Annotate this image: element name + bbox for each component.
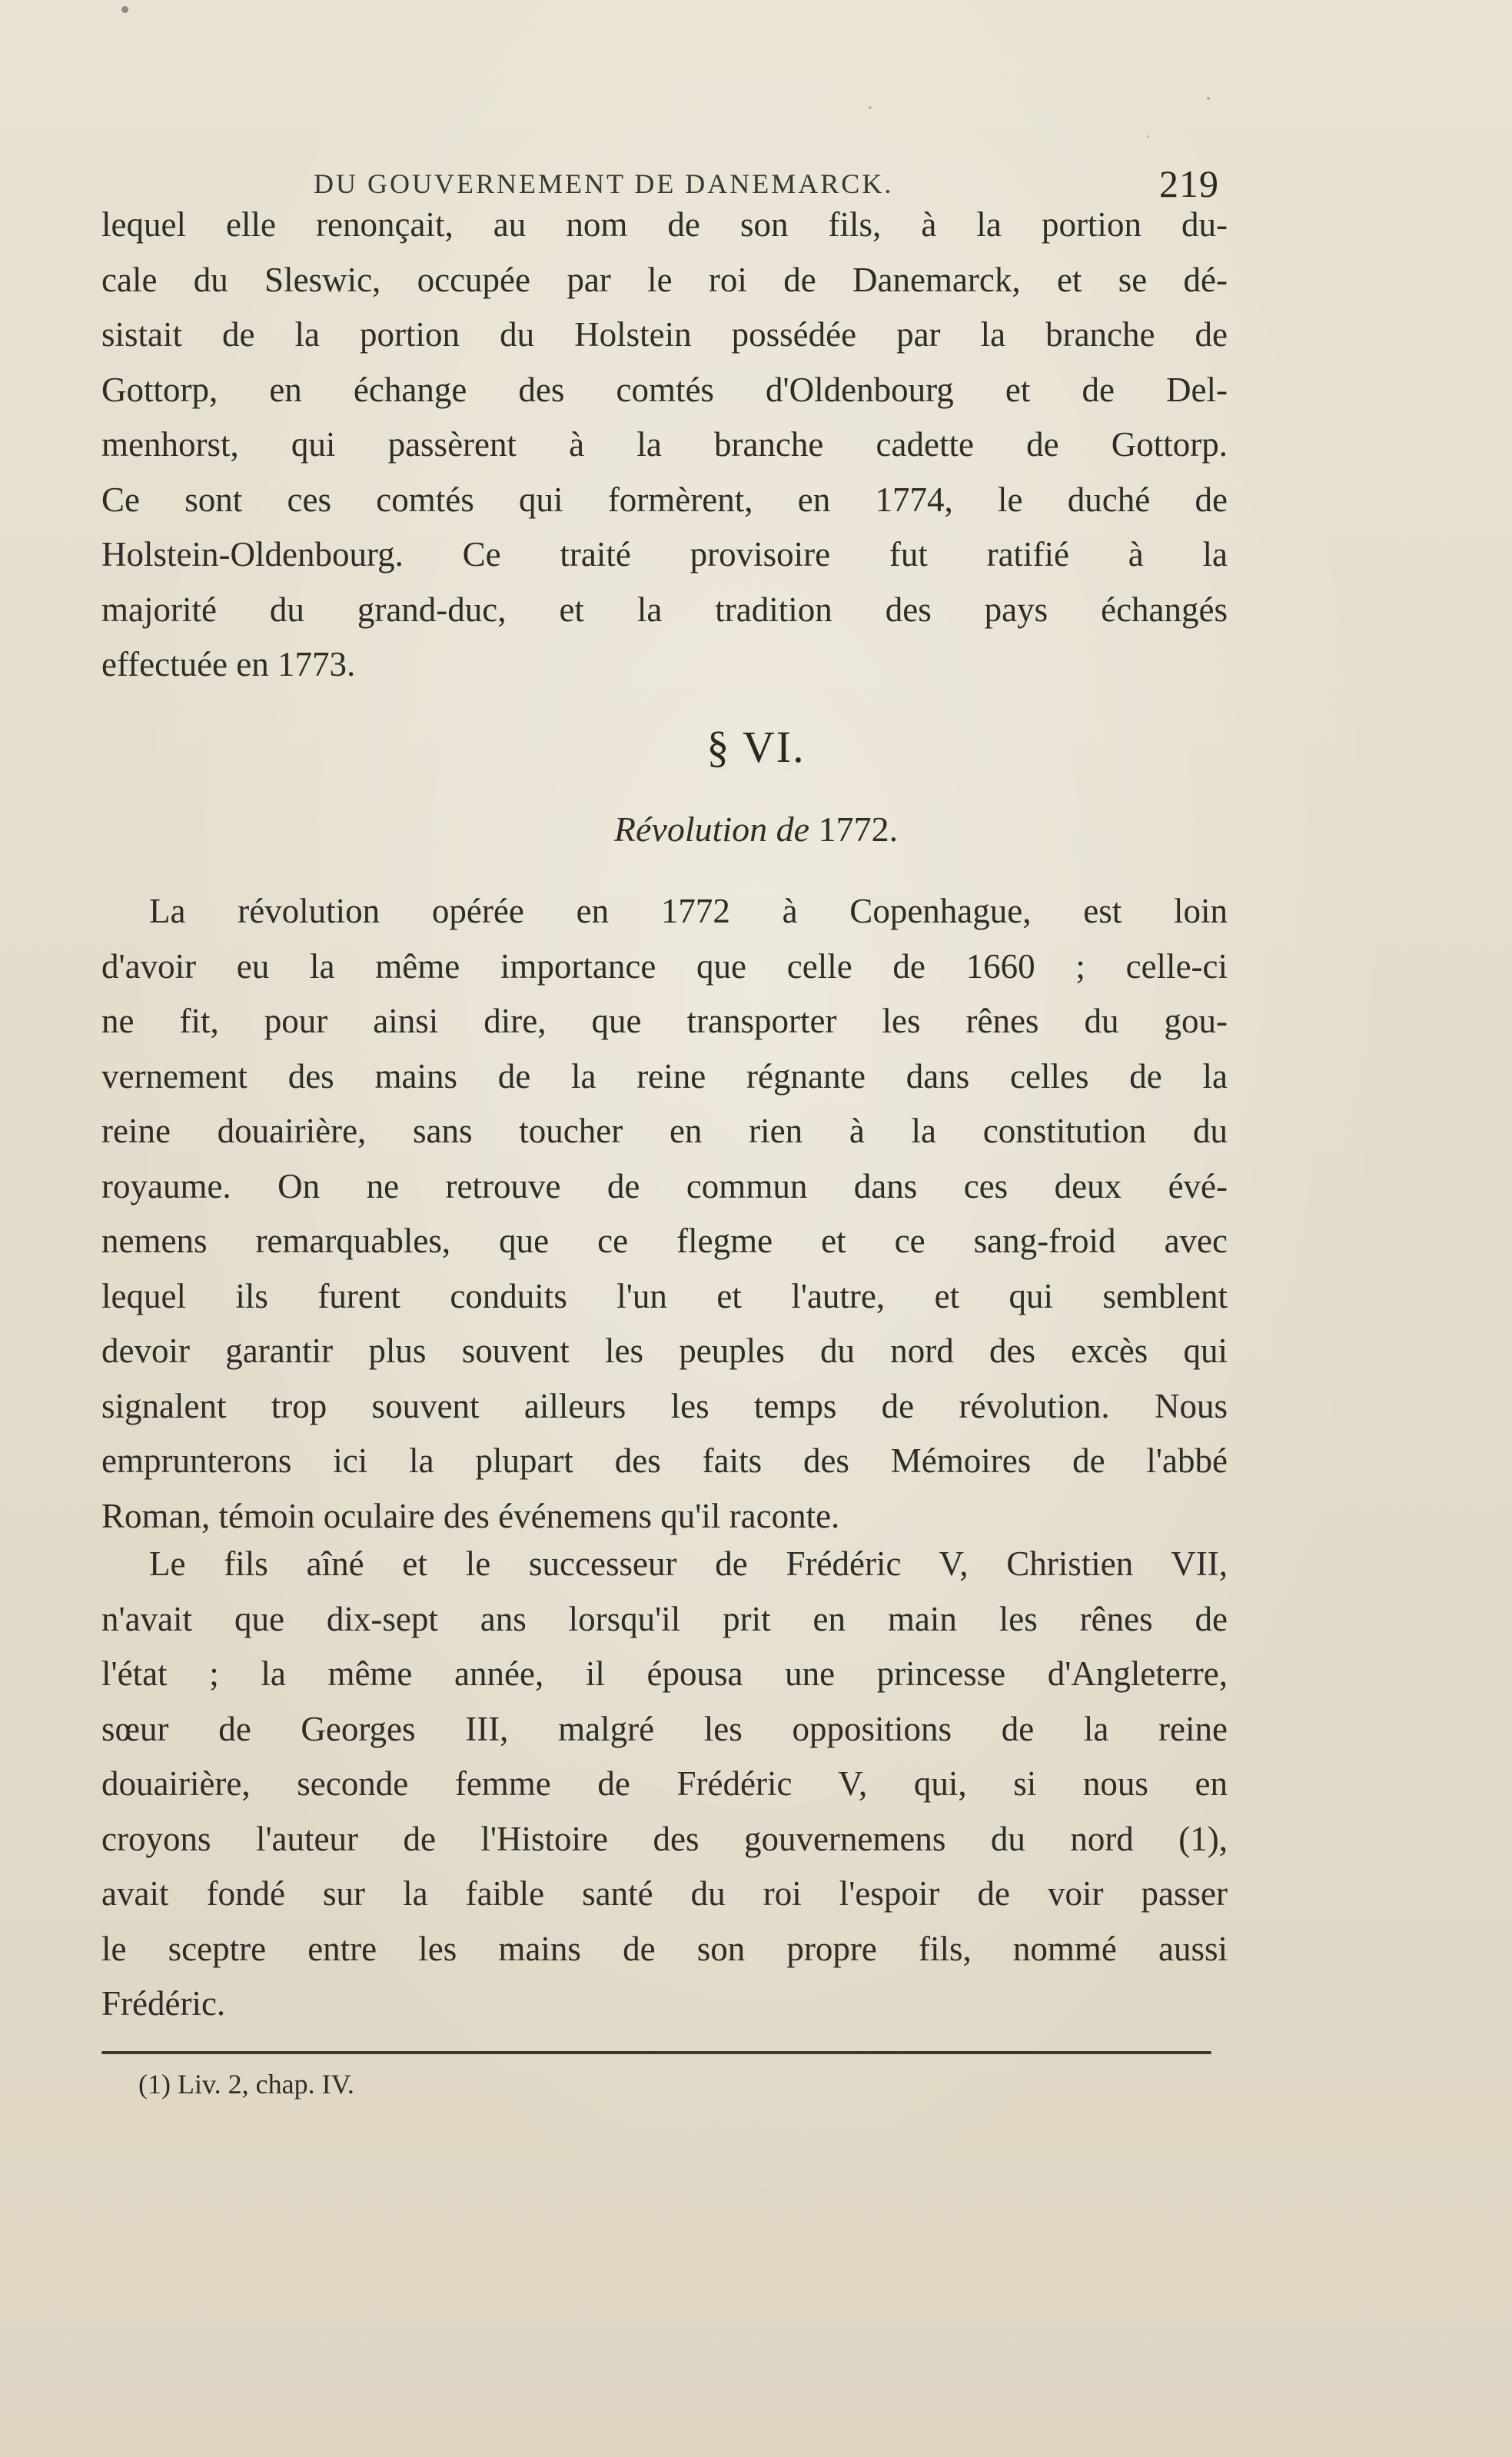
text-line: le sceptre entre les mains de son propre fils, nommé aussi [101, 1929, 1228, 1968]
text-line: sistait de la portion du Holstein possédée par la branche de [101, 315, 1228, 354]
text-line: devoir garantir plus souvent les peuples du nord des excès qui [101, 1332, 1228, 1370]
footnote-rule [101, 2051, 1211, 2054]
text-line: vernement des mains de la reine régnante dans celles de la [101, 1056, 1228, 1096]
text-line: cale du Sleswic, occupée par le roi de Danemarck, et se dé- [101, 260, 1228, 299]
text-line: emprunterons ici la plupart des faits des Mémoires de l'abbé [101, 1441, 1228, 1480]
text-line: Roman, témoin oculaire des événemens qu'il raconte. [101, 1496, 840, 1535]
footnote: (1) Liv. 2, chap. IV. [138, 2069, 354, 2100]
text-line: Le fils aîné et le successeur de Frédéric V, Christien VII, [149, 1544, 1228, 1583]
text-line: ne fit, pour ainsi dire, que transporter les rênes du gou- [101, 1002, 1228, 1040]
text-line: signalent trop souvent ailleurs les temps de révolution. Nous [101, 1386, 1228, 1425]
text-line: Holstein-Oldenbourg. Ce traité provisoire fut ratifié à la [101, 535, 1228, 574]
page-number: 219 [1159, 162, 1219, 205]
text-line: Ce sont ces comtés qui formèrent, en 1774, le duché de [101, 480, 1228, 519]
paper-speck [869, 106, 872, 109]
section-title [0, 809, 1512, 849]
section-title-year: 1772. [818, 810, 899, 849]
paper-speck [1207, 97, 1210, 100]
paper-speck [121, 6, 128, 13]
text-line: avait fondé sur la faible santé du roi l'espoir de voir passer [101, 1874, 1228, 1913]
paragraph [101, 1537, 1228, 2032]
text-line: reine douairière, sans toucher en rien à la constitution du [101, 1112, 1228, 1150]
section-title-text: Révolution de [613, 810, 810, 849]
text-line: d'avoir eu la même importance que celle de 1660 ; celle-ci [101, 946, 1228, 986]
paper-speck [1147, 135, 1149, 138]
section-number: § VI. [706, 722, 806, 772]
text-line: lequel elle renonçait, au nom de son fils, à la portion du- [101, 205, 1228, 244]
paragraph [101, 884, 1228, 1544]
text-line: sœur de Georges III, malgré les oppositions de la reine [101, 1709, 1228, 1748]
text-line: Frédéric. [101, 1984, 226, 2023]
paragraph-continuation [101, 198, 1228, 693]
text-line: n'avait que dix-sept ans lorsqu'il prit en main les rênes de [101, 1599, 1228, 1638]
text-line: effectuée en 1773. [101, 645, 356, 683]
text-line: douairière, seconde femme de Frédéric V, qui, si nous en [101, 1764, 1228, 1803]
text-line: nemens remarquables, que ce flegme et ce sang-froid avec [101, 1222, 1228, 1260]
running-head: DU GOUVERNEMENT DE DANEMARCK. [314, 168, 894, 199]
text-line: lequel ils furent conduits l'un et l'autre, et qui semblent [101, 1276, 1228, 1315]
text-line: royaume. On ne retrouve de commun dans ces deux évé- [101, 1166, 1228, 1205]
text-line: croyons l'auteur de l'Histoire des gouvernemens du nord (1), [101, 1819, 1228, 1858]
text-line: La révolution opérée en 1772 à Copenhague, est loin [149, 892, 1228, 930]
text-line: l'état ; la même année, il épousa une princesse d'Angleterre, [101, 1654, 1228, 1693]
text-line: menhorst, qui passèrent à la branche cadette de Gottorp. [101, 425, 1228, 464]
text-line: Gottorp, en échange des comtés d'Oldenbourg et de Del- [101, 370, 1228, 409]
text-line: majorité du grand-duc, et la tradition des pays échangés [101, 590, 1228, 629]
